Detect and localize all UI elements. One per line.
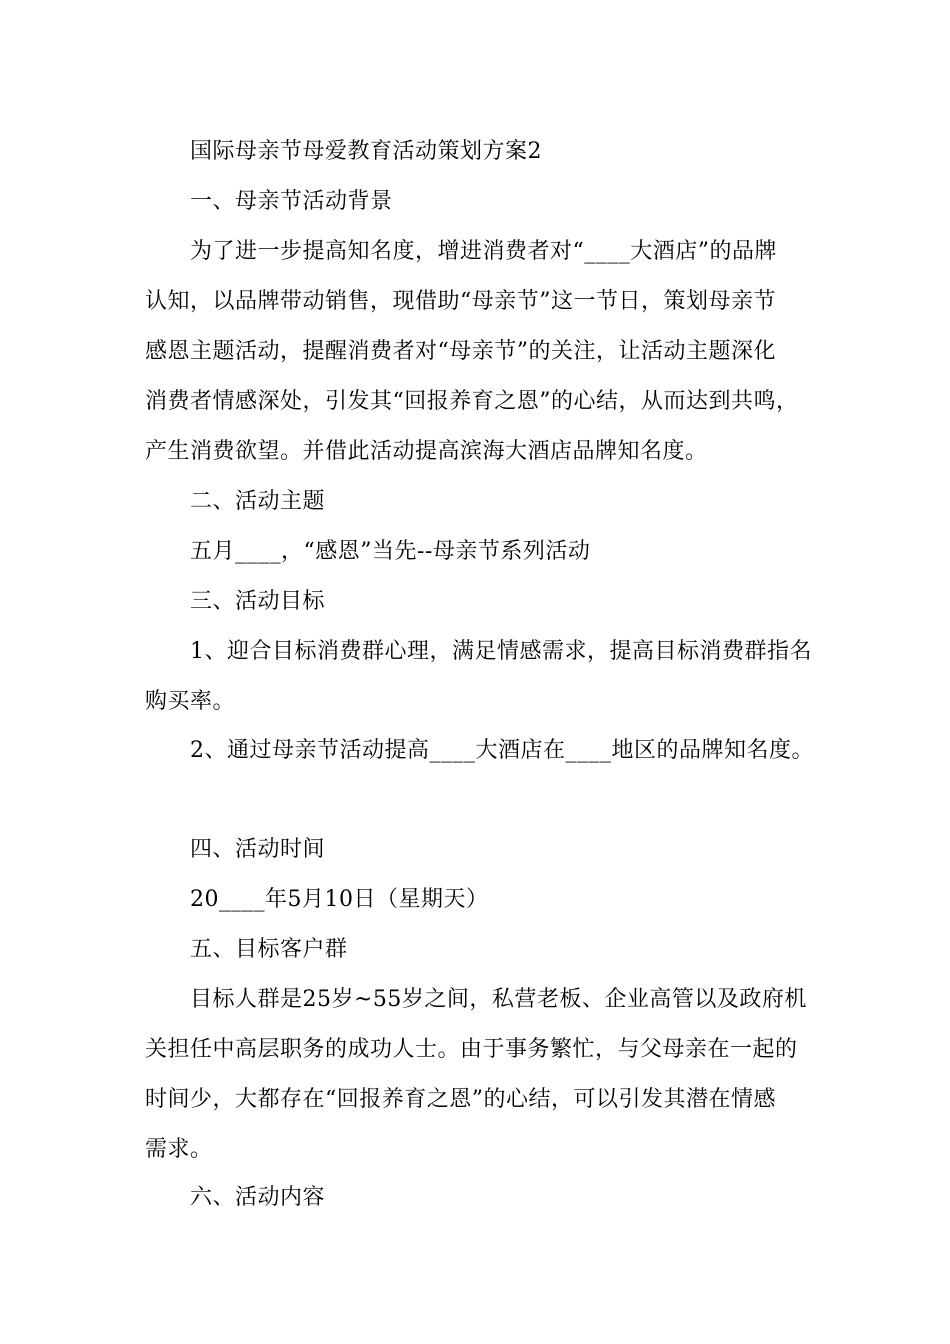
goal-item-1-continued: 购买率。: [145, 689, 236, 714]
paragraph-line: 时间少，大都存在“回报养育之恩”的心结，可以引发其潜在情感: [145, 1087, 776, 1112]
paragraph-line: 为了进一步提高知名度，增进消费者对“____大酒店”的品牌: [190, 239, 777, 264]
time-text: 20____年5月10日（星期天）: [190, 887, 489, 912]
paragraph-line: 关担任中高层职务的成功人士。由于事务繁忙，与父母亲在一起的: [145, 1037, 798, 1062]
section-heading-target: 五、目标客户群: [190, 937, 348, 962]
section-heading-goals: 三、活动目标: [190, 589, 326, 614]
goal-item-2: 2、通过母亲节活动提高____大酒店在____地区的品牌知名度。: [190, 738, 814, 763]
paragraph-line: 需求。: [145, 1137, 213, 1162]
goal-item-1: 1、迎合目标消费群心理，满足情感需求，提高目标消费群指名: [190, 639, 812, 664]
document-title: 国际母亲节母爱教育活动策划方案2: [190, 139, 542, 164]
section-heading-theme: 二、活动主题: [190, 489, 326, 514]
paragraph-line: 产生消费欲望。并借此活动提高滨海大酒店品牌知名度。: [145, 439, 708, 464]
paragraph-line: 目标人群是25岁~55岁之间，私营老板、企业高管以及政府机: [190, 987, 807, 1012]
paragraph-line: 感恩主题活动，提醒消费者对“母亲节”的关注，让活动主题深化: [145, 339, 776, 364]
section-heading-content: 六、活动内容: [190, 1185, 326, 1210]
paragraph-line: 认知，以品牌带动销售，现借助“母亲节”这一节日，策划母亲节: [145, 289, 776, 314]
paragraph-line: 消费者情感深处，引发其“回报养育之恩”的心结，从而达到共鸣，: [145, 389, 799, 414]
section-heading-background: 一、母亲节活动背景: [190, 189, 393, 214]
theme-text: 五月____，“感恩”当先--母亲节系列活动: [190, 539, 591, 564]
section-heading-time: 四、活动时间: [190, 837, 326, 862]
